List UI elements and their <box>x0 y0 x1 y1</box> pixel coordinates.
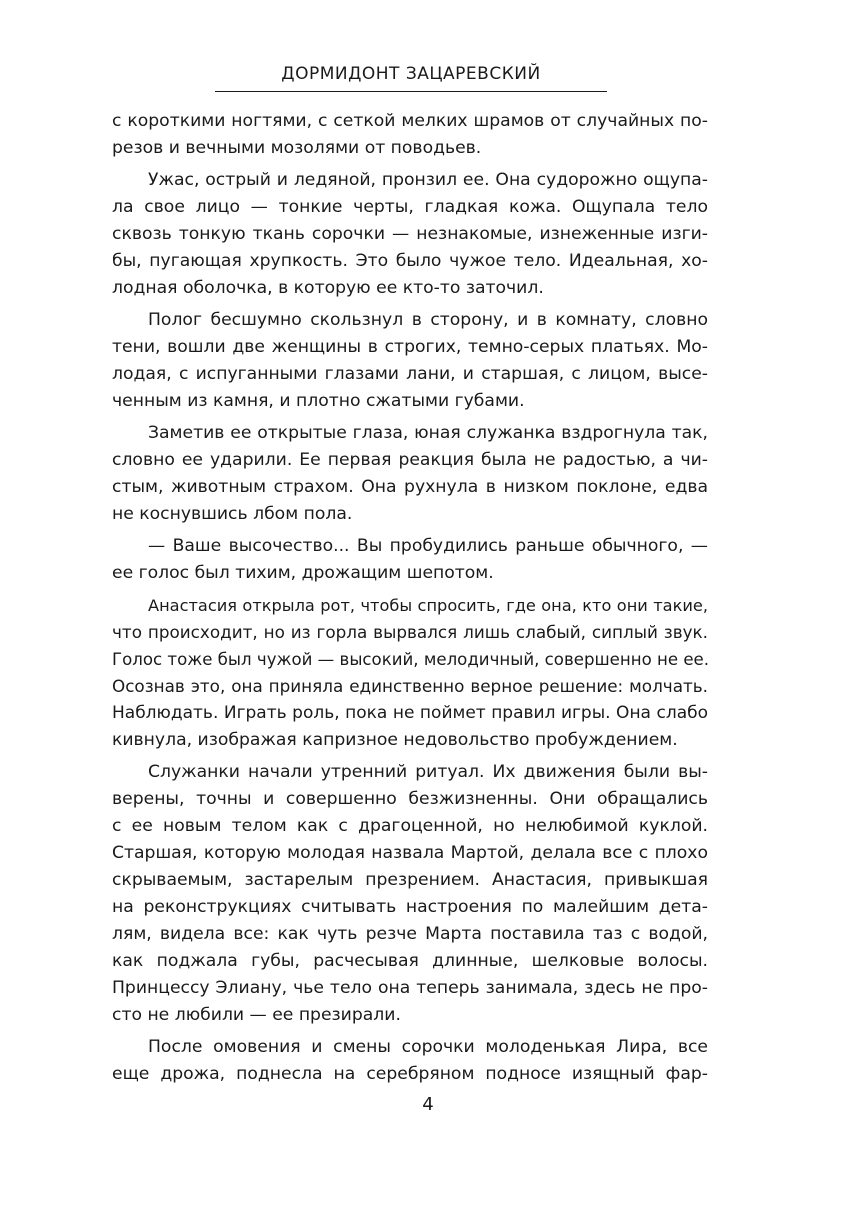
paragraph <box>112 1034 708 1088</box>
text-line: как поджала губы, расчесывая длинные, шелковые волосы. <box>112 951 708 971</box>
text-line: словно ее ударили. Ее первая реакция была не радостью, а чи- <box>112 450 708 470</box>
text-line: верены, точны и совершенно безжизненны. Они обращались <box>112 789 708 809</box>
text-line: Наблюдать. Играть роль, пока не поймет правил игры. Она слабо <box>112 703 708 723</box>
paragraph <box>112 533 708 587</box>
text-line: сто не любили — ее презирали. <box>112 1005 401 1025</box>
text-line: Полог бесшумно скользнул в сторону, и в комнату, словно <box>148 310 708 330</box>
paragraph <box>112 108 708 162</box>
text-line: Ужас, острый и ледяной, пронзил ее. Она судорожно ощупа- <box>148 170 708 190</box>
text-line: Осознав это, она приняла единственно верное решение: молчать. <box>112 676 708 696</box>
body-text <box>112 108 708 1088</box>
text-line: бы, пугающая хрупкость. Это было чужое тело. Идеальная, хо- <box>112 251 708 271</box>
text-line: После омовения и смены сорочки молоденькая Лира, все <box>148 1037 708 1057</box>
text-line: не коснувшись лбом пола. <box>112 504 353 524</box>
text-line: ее голос был тихим, дрожащим шепотом. <box>112 563 494 583</box>
text-line: Принцессу Элиану, чье тело она теперь занимала, здесь не про- <box>112 978 708 998</box>
text-line: лям, видела все: как чуть резче Марта поставила таз с водой, <box>112 924 708 944</box>
paragraph <box>112 420 708 528</box>
text-line: кивнула, изображая капризное недовольство пробуждением. <box>112 730 678 750</box>
text-line: ла свое лицо — тонкие черты, гладкая кожа. Ощупала тело <box>112 197 708 217</box>
text-line: с ее новым телом как с драгоценной, но нелюбимой куклой. <box>112 816 708 836</box>
text-line: тени, вошли две женщины в строгих, темно-серых платьях. Мо- <box>112 337 708 357</box>
text-line: Служанки начали утренний ритуал. Их движения были вы- <box>148 762 708 782</box>
text-line: ченным из камня, и плотно сжатыми губами. <box>112 391 525 411</box>
text-line: — Ваше высочество... Вы пробудились раньше обычного, — <box>148 536 708 556</box>
text-line: стым, животным страхом. Она рухнула в низком поклоне, едва <box>112 477 708 497</box>
text-line: на реконструкциях считывать настроения по малейшим дета- <box>112 897 708 917</box>
text-line: лодная оболочка, в которую ее кто-то заточил. <box>112 278 544 298</box>
paragraph <box>112 759 708 1029</box>
paragraph <box>112 592 708 754</box>
paragraph <box>112 167 708 302</box>
text-line: Заметив ее открытые глаза, юная служанка вздрогнула так, <box>148 423 708 443</box>
text-line: лодая, с испуганными глазами лани, и старшая, с лицом, высе- <box>112 364 708 384</box>
text-line: еще дрожа, поднесла на серебряном подносе изящный фар- <box>112 1064 708 1084</box>
text-line: резов и вечными мозолями от поводьев. <box>112 138 482 158</box>
text-line: Старшая, которую молодая назвала Мартой, делала все с плохо <box>112 843 708 863</box>
text-line: скрываемым, застарелым презрением. Анастасия, привыкшая <box>112 870 708 890</box>
text-line: сквозь тонкую ткань сорочки — незнакомые, изнеженные изги- <box>112 224 708 244</box>
text-line: с короткими ногтями, с сеткой мелких шрамов от случайных по- <box>112 111 708 131</box>
running-header: ДОРМИДОНТ ЗАЦАРЕВСКИЙ <box>215 62 607 92</box>
paragraph <box>112 307 708 415</box>
text-line: Анастасия открыла рот, чтобы спросить, где она, кто они такие, <box>148 596 708 615</box>
text-line: что происходит, но из горла вырвался лишь слабый, сиплый звук. <box>112 622 708 642</box>
text-line: Голос тоже был чужой — высокий, мелодичный, совершенно не ее. <box>112 650 710 669</box>
page-number: 4 <box>422 1094 434 1115</box>
